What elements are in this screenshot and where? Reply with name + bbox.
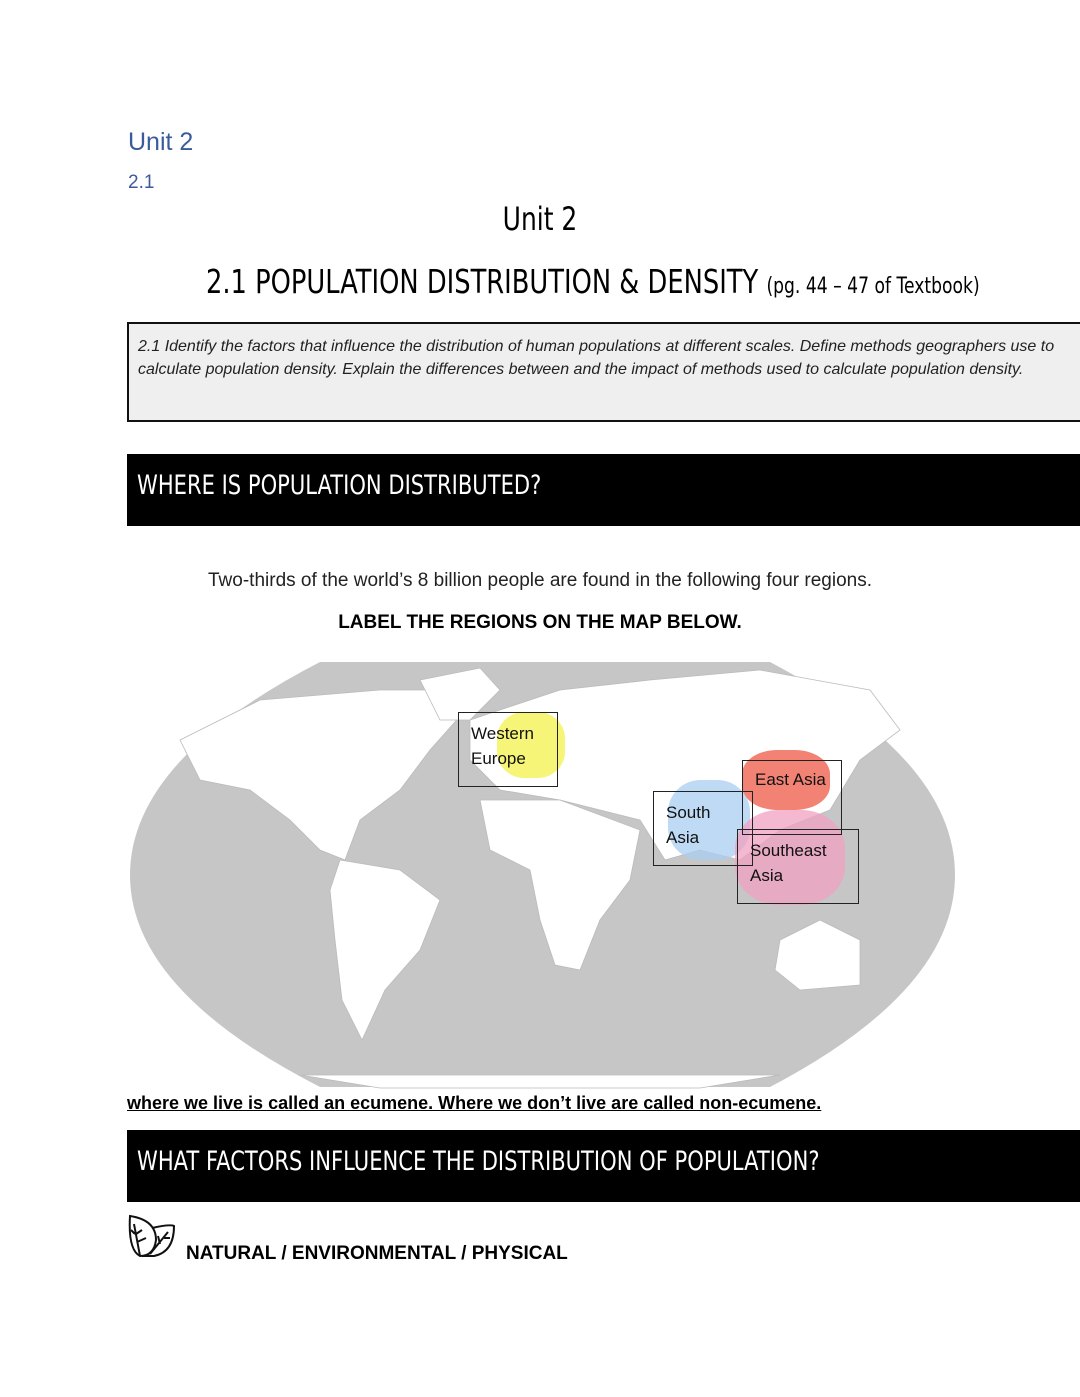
header-section: 2.1 <box>128 172 155 193</box>
label-western-europe: Western Europe <box>458 712 558 787</box>
section-heading: WHERE IS POPULATION DISTRIBUTED? <box>137 470 542 501</box>
label-south-asia: South Asia <box>653 791 753 866</box>
label-east-asia: East Asia <box>742 760 842 835</box>
intro-text: Two-thirds of the world’s 8 billion people are found in the following four regions. <box>208 570 872 591</box>
header-unit: Unit 2 <box>128 128 194 156</box>
ecumene-note: where we live is called an ecumene. Where we don’t live are called non-ecumene. <box>127 1093 822 1113</box>
page-title: Unit 2 <box>502 200 578 238</box>
section-banner-factors <box>127 1130 1080 1202</box>
antarctica <box>300 1075 780 1088</box>
learning-objective: 2.1 Identify the factors that influence the distribution of human populations at different scales. Define methods geographers use to calculate population density. Explain the differences between and the impact of methods used to calculate population density. <box>127 322 1080 422</box>
instruction-text: LABEL THE REGIONS ON THE MAP BELOW. <box>338 612 742 633</box>
subtitle-ref: (pg. 44 – 47 of Textbook) <box>766 274 980 299</box>
factor-category: NATURAL / ENVIRONMENTAL / PHYSICAL <box>186 1243 568 1264</box>
subtitle-main: 2.1 POPULATION DISTRIBUTION & DENSITY <box>206 262 759 301</box>
label-southeast-asia: Southeast Asia <box>737 829 859 904</box>
section-heading: WHAT FACTORS INFLUENCE THE DISTRIBUTION OF POPULATION? <box>137 1146 820 1177</box>
leaf-icon <box>126 1212 176 1260</box>
